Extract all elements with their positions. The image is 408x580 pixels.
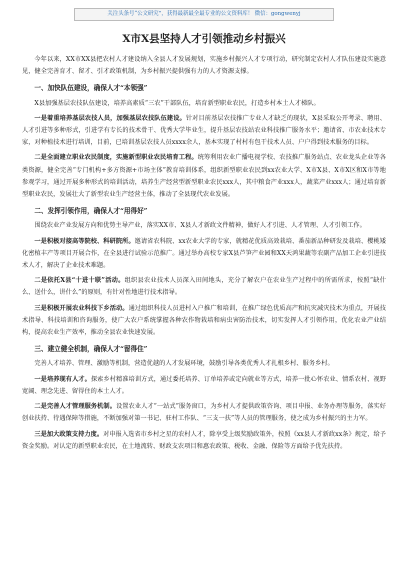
section-2-item-2-text: 组织县农业技术人员深入田间地头，充分了解农户在农业生产过程中的所需所求，按照“缺什么、送什么，讲什么”的原则，有针对性地进行技术指导。	[22, 277, 386, 297]
section-3-item-2-lead: 二是完善人才管理服务机制。	[34, 403, 116, 411]
section-3-item-2-text: 设置农业人才“一站式”服务窗口，为乡村人才提供政策咨询、项目申报、业务办理等服务，落实好创业扶持、待遇保障等措施，不断加强对第一书记、驻村工作队、“三支一扶”等人员的管理服务，使之成为乡村振兴的主力军。	[22, 403, 386, 423]
section-1-item-1	[22, 113, 386, 150]
section-2-item-3-lead: 三是积极开展农业科技下乡活动。	[34, 304, 129, 312]
section-2-item-3	[22, 303, 386, 340]
section-3-heading: 三、建立健全机制，确保人才“留得住”	[34, 345, 148, 354]
section-2-item-1	[22, 236, 386, 273]
section-3-intro: 完善人才培养、管理、激励等机制，营造优越的人才发展环境，鼓励引导各类优秀人才扎根乡村、服务乡村。	[34, 360, 334, 368]
section-1-item-2-lead: 二是全面建立职业农民制度，实施新型职业农民培育工程。	[34, 154, 198, 162]
section-3-item-1-lead: 一是培养现有人才。	[34, 375, 91, 383]
section-1-item-1-text: 针对目前基层农技推广专业人才缺乏的现状，X县采取公开考录、聘用、人才引进等多种形式，引进学有专长的技术骨干、优秀大学毕业生，提升基层农技站农业科技推广服务水平；邀请省、市农业技术专家，对种植技术进行培训，目前，已培训基层农技人员xxxx余人，基本实现了村村有包干技术人员、户户得到技术服务的目标。	[22, 114, 386, 147]
section-2-item-1-text: 邀请省农科院、xx农业大学的专家，就精花优质高效栽培、番茄新品种研发及栽培、樱桃矮化密植丰产等项目开展合作，在全县进行试验示范推广。通过举办高校专家X县芦笋产业园和XX天鸿果蔬等农副产品加工企业引进技术人才，解决了企业技术难题。	[22, 237, 386, 270]
promo-banner[interactable]: 关注头条号“公文研究”，获得最新最全最专业的公文资料库！ 微信：gongwenyj	[74, 8, 334, 21]
section-2-item-2	[22, 275, 386, 299]
section-1-item-2	[22, 152, 386, 201]
section-1-heading: 一、加快队伍建设，确保人才“本领强”	[34, 84, 148, 93]
section-1-item-2-text: 统筹利用农业广播电视学校、农技推广服务站点、农业龙头企业等各类资源，健全完善“专门机构+多方资源+市场主体”教育培训体系，组织新型职业农民到xx农业大学、X市X县、X市X区和X市等地参观学习，通过开展多种形式的培训活动，培养生产经营型新型职业农民xxx人，其中粮食产业xxx人，蔬菜产业xxx人；通过培育新型职业农民，发展壮大了新型农业生产经营主体，推动了全县现代农业发展。	[22, 154, 386, 199]
section-2-item-1-lead: 一是积极对接高等院校、科研院所。	[34, 237, 135, 245]
section-1-item-1-lead: 一是着重培养基层农技人员，加强基层农技队伍建设。	[34, 114, 186, 122]
section-3-item-1	[22, 374, 386, 398]
section-2-item-3-text: 通过组织科技人员进村入户推广和培训，在推广绿色优质高产和抗灾减灾技术为重点，开展技术指导、科技培训和咨询服务，使广大农户系统掌握各种农作物栽培和病虫害防治技术，切实发挥人才引领作用，优化农业产业结构，提高农业生产效率，推动全县农业快速发展。	[22, 304, 386, 337]
section-2-intro: 围绕农业产业发展方向和优势主导产业，落实XX市、X县人才新政文件精神，做好人才引进、人才管理、人才引领工作。	[34, 222, 366, 230]
section-3-item-2	[22, 401, 386, 425]
section-3-item-3-lead: 三是加大政策支持力度。	[34, 430, 104, 438]
document-title: X市X县坚持人才引领推动乡村振兴	[122, 33, 286, 46]
section-1-intro: X县加强基层农技队伍建设，培养高素质“三农”干部队伍，培育新型职业农民，打造乡村本土人才梯队。	[34, 99, 320, 107]
section-3-item-1-text: 探索乡村精准培训方式，通过委托培养、订单培养或定向就业等方式，培养一批心怀农业、情系农村、视野宽阔、理念先进、留得住的本土人才。	[22, 375, 386, 395]
section-2-item-2-lead: 二是依托X县“十进十联”活动。	[34, 277, 125, 285]
section-3-item-3	[22, 429, 386, 453]
section-2-heading: 二、发挥引领作用，确保人才“用得好”	[34, 207, 148, 216]
intro-paragraph: 今年以来，XX市XX县把农村人才建设纳入全县人才发展规划，实施乡村振兴人才专项行动，研究制定农村人才队伍建设实施意见，健全完善育才、留才、引才政策机制，为乡村振兴提供强有力的人才资源支撑。	[22, 56, 386, 76]
section-3-item-3-text: 对申报入选省市乡村之星的农村人才，除享受上级奖励政策外，按照《xx县人才新政xx条》规定，给予资金奖励。对认定的新型职业农民，在土地流转、财政支农项目和惠农政策、税收、金融、保险等方面给予优先扶持。	[22, 430, 386, 450]
